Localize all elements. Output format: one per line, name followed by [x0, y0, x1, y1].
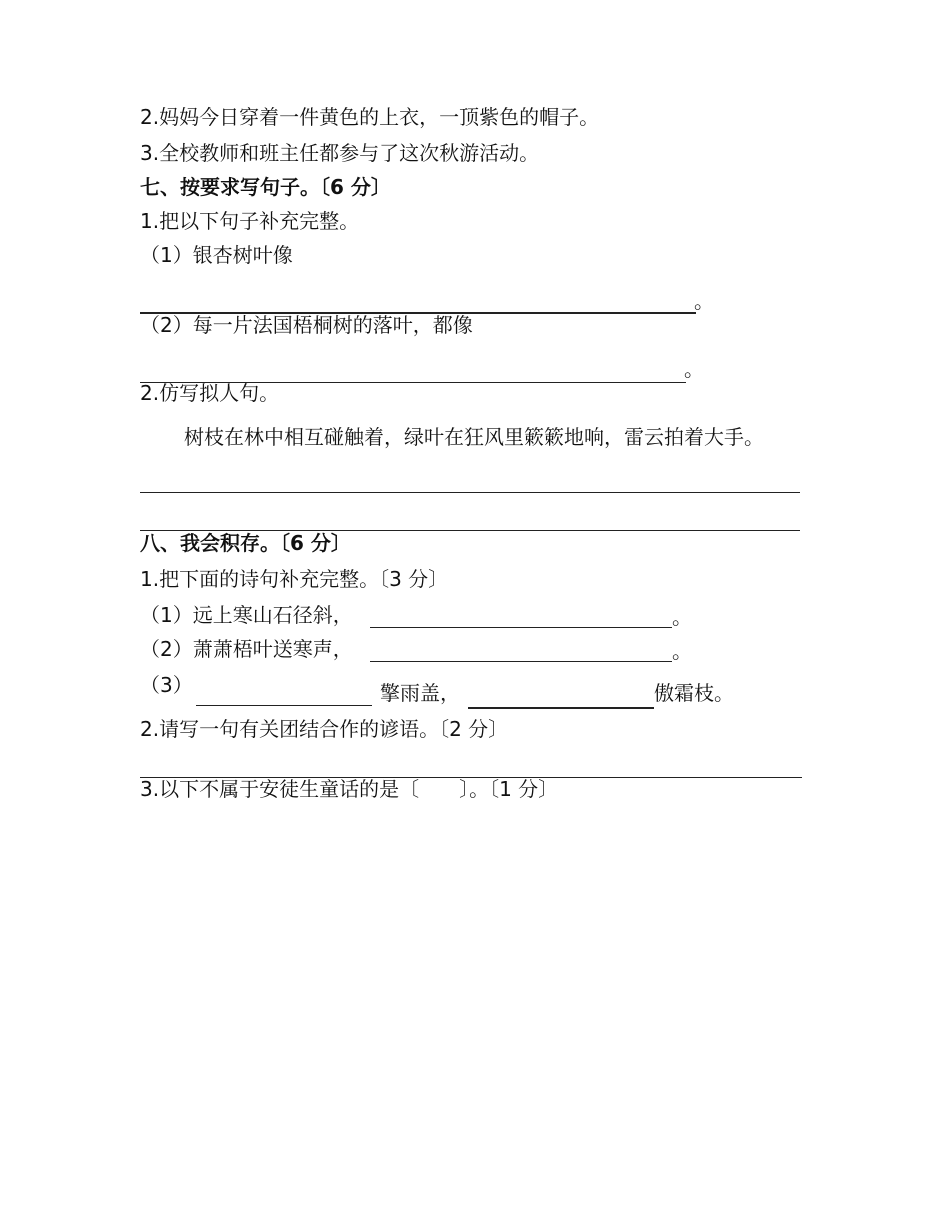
- s8-q1-1-period: 。: [672, 605, 692, 629]
- s6-item-2: 2.妈妈今日穿着一件黄色的上衣，一顶紫色的帽子。: [140, 105, 600, 129]
- s8-q1-3-middle: 擎雨盖，: [380, 681, 460, 705]
- s8-question-2: 2.请写一句有关团结合作的谚语。〔2 分〕: [140, 717, 509, 741]
- s6-item-3: 3.全校教师和班主任都参与了这次秋游活动。: [140, 141, 540, 165]
- s8-q1-part-1: （1）远上寒山石径斜，: [140, 603, 353, 627]
- answer-line-s7-q2-a[interactable]: [140, 492, 800, 493]
- s8-question-1: 1.把下面的诗句补充完整。〔3 分〕: [140, 567, 449, 591]
- answer-line-s8-q1-3-b[interactable]: [468, 707, 654, 709]
- section-8-heading: 八、我会积存。〔6 分〕: [140, 531, 351, 555]
- s8-q1-part-3-label: （3）: [140, 673, 193, 697]
- s7-question-1: 1.把以下句子补充完整。: [140, 209, 360, 233]
- section-7-heading: 七、按要求写句子。〔6 分〕: [140, 175, 391, 199]
- s8-q1-3-end: 傲霜枝。: [654, 681, 734, 705]
- s8-q1-part-2: （2）萧萧梧叶送寒声，: [140, 637, 353, 661]
- s7-q1-1-period: 。: [694, 289, 714, 313]
- s7-q2-example-sentence: 树枝在林中相互碰触着，绿叶在狂风里簌簌地响，雷云拍着大手。: [184, 425, 764, 449]
- answer-line-s8-q1-2[interactable]: [370, 661, 672, 662]
- s7-q1-2-period: 。: [684, 357, 704, 381]
- s7-q1-part-2: （2）每一片法国梧桐树的落叶，都像: [140, 313, 473, 337]
- s7-q1-part-1: （1）银杏树叶像: [140, 243, 293, 267]
- answer-line-s8-q1-1[interactable]: [370, 627, 672, 628]
- s8-q1-2-period: 。: [672, 639, 692, 663]
- answer-line-s8-q1-3-a[interactable]: [196, 705, 372, 706]
- s8-question-3: 3.以下不属于安徒生童话的是〔 〕。〔1 分〕: [140, 777, 559, 801]
- s7-question-2: 2.仿写拟人句。: [140, 381, 280, 405]
